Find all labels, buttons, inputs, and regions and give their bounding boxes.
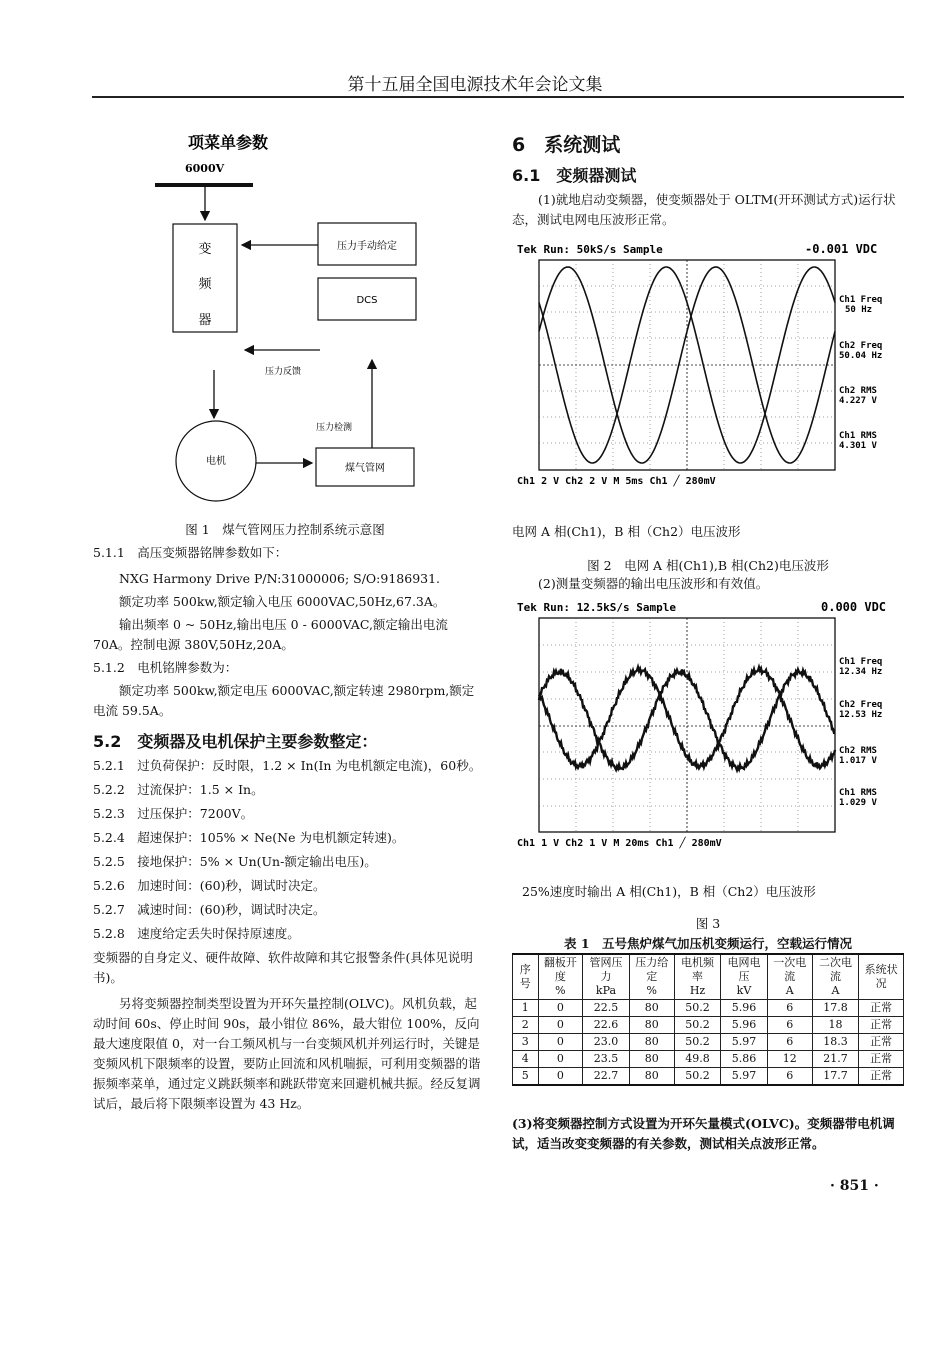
heading-6: 6 系统测试 [512,134,621,156]
table-cell: 3 [513,1034,539,1051]
osc2-footer: Ch1 1 V Ch2 1 V M 20ms Ch1 ╱ 280mV [517,838,722,849]
osc1-meas-3a: Ch2 RMS [839,386,877,396]
vfd-char-2: 频 [198,277,212,292]
table-cell: 22.5 [583,1000,629,1017]
table-header-cell: 系统状况 [859,954,904,1000]
section-5-2-6: 5.2.6 加速时间：(60)秒，调试时决定。 [93,878,326,893]
header-rule [92,96,904,98]
section-5-1-1: 5.1.1 高压变频器铭牌参数如下： [93,545,288,560]
paragraph-fault-conditions: 变频器的自身定义、硬件故障、软件故障和其它报警条件(具体见说明书)。 [93,950,473,985]
table-cell: 50.2 [674,1068,720,1086]
table-cell: 80 [629,1034,674,1051]
table-cell: 80 [629,1017,674,1034]
osc2-meas-4a: Ch1 RMS [839,788,877,798]
osc1-meas-2a: Ch2 Freq [839,341,883,351]
table-1-container [512,953,904,1086]
table-header-row [513,954,904,1000]
dcs-label: DCS [356,295,378,306]
voltage-label: 6000V [185,162,225,175]
table-cell: 1 [513,1000,539,1017]
table-cell: 5.96 [721,1000,767,1017]
table-cell: 18.3 [812,1034,858,1051]
page-number: · 851 · [830,1178,879,1194]
osc2-meas-3a: Ch2 RMS [839,746,877,756]
figure-1-diagram [130,128,430,513]
osc1-meas-1b: 50 Hz [845,305,873,315]
osc1-meas-4a: Ch1 RMS [839,431,877,441]
table-header-cell: 一次电流 A [767,954,812,1000]
paragraph-drive-rating: 额定功率 500kw,额定输入电压 6000VAC,50Hz,67.3A。 [119,594,446,609]
oscilloscope-1 [515,238,905,492]
table-cell: 50.2 [674,1000,720,1017]
oscilloscope-1-screen [515,238,905,488]
manual-pressure-label: 压力手动给定 [337,241,397,252]
paragraph-test-2: (2)测量变频器的输出电压波形和有效值。 [538,576,769,591]
table-cell: 22.7 [583,1068,629,1086]
osc1-meas-4b: 4.301 V [839,441,877,451]
table-row [513,1034,904,1051]
table-cell: 50.2 [674,1017,720,1034]
paragraph-test-3: (3)将变频器控制方式设置为开环矢量模式(OLVC)。变频器带电机调试，适当改变变频器的有关参数，测试相关点波形正常。 [512,1116,895,1151]
table-cell: 80 [629,1000,674,1017]
table-cell: 5.97 [721,1034,767,1051]
heading-5-2: 5.2 变频器及电机保护主要参数整定： [93,732,378,751]
motor-label: 电机 [206,456,226,467]
section-5-2-2: 5.2.2 过流保护：1.5 × In。 [93,782,264,797]
table-1-title: 表 1 五号焦炉煤气加压机变频运行，空载运行情况 [563,936,853,951]
section-5-2-7: 5.2.7 减速时间：(60)秒，调试时决定。 [93,902,326,917]
table-row [513,1017,904,1034]
osc1-caption: 电网 A 相(Ch1)，B 相（Ch2）电压波形 [512,524,741,539]
table-row [513,1068,904,1086]
table-cell: 2 [513,1017,539,1034]
osc2-header: Tek Run: 12.5kS/s Sample [517,601,676,614]
table-cell: 5 [513,1068,539,1086]
table-header-cell: 压力给定 % [629,954,674,1000]
table-cell: 6 [767,1068,812,1086]
table-cell: 5.97 [721,1068,767,1086]
paragraph-olvc-settings: 另将变频器控制类型设置为开环矢量控制(OLVC)。风机负载，起动时间 60s、停止时间 90s，最小钳位 86%，最大钳位 100%，反向最大速度限值 0，对一台工频风机与一台变频风机并列运行时，关键是变频风机下限频率的设置，要防止回流和风机喘振，可利用变频器的谐振频率菜单，通过定义跳跃频率和跳跃带宽来回避机械共振。经反复调试后，最后将下限频率设置为 43 Hz。 [93,996,481,1111]
table-row [513,1000,904,1017]
table-cell: 6 [767,1034,812,1051]
feedback-label: 压力反馈 [265,367,302,377]
oscilloscope-2 [515,596,905,856]
section-5-2-4: 5.2.4 超速保护：105% × Ne(Ne 为电机额定转速)。 [93,830,405,845]
osc2-dc-readout: 0.000 VDC [821,600,887,614]
paragraph-motor-rating: 额定功率 500kw,额定电压 6000VAC,额定转速 2980rpm,额定电流 59.5A。 [93,683,475,718]
vfd-char-3: 器 [198,313,212,328]
section-5-2-8: 5.2.8 速度给定丢失时保持原速度。 [93,926,300,941]
osc1-header: Tek Run: 50kS/s Sample [517,243,663,256]
paragraph-drive-pn: NXG Harmony Drive P/N:31000006; S/O:9186931. [119,571,441,586]
table-cell: 18 [812,1017,858,1034]
osc2-meas-1a: Ch1 Freq [839,657,883,667]
table-cell: 正常 [859,1000,904,1017]
table-header-cell: 序号 [513,954,539,1000]
table-header-cell: 电机频率 Hz [674,954,720,1000]
table-cell: 0 [538,1068,583,1086]
table-header-cell: 管网压力 kPa [583,954,629,1000]
left-column [93,543,486,1114]
table-cell: 23.5 [583,1051,629,1068]
running-header: 第十五届全国电源技术年会论文集 [347,75,603,95]
osc1-dc-readout: -0.001 VDC [805,242,878,256]
section-5-2-3: 5.2.3 过压保护：7200V。 [93,806,254,821]
table-cell: 22.6 [583,1017,629,1034]
table-cell: 17.8 [812,1000,858,1017]
figure-2-caption: 图 2 电网 A 相(Ch1),B 相(Ch2)电压波形 [587,558,829,573]
osc2-caption: 25%速度时输出 A 相(Ch1)，B 相（Ch2）电压波形 [522,884,816,899]
table-header-cell: 电网电压 kV [721,954,767,1000]
table-cell: 0 [538,1017,583,1034]
osc1-meas-1a: Ch1 Freq [839,295,883,305]
table-1 [512,953,904,1086]
table-cell: 正常 [859,1068,904,1086]
table-cell: 80 [629,1051,674,1068]
table-cell: 0 [538,1034,583,1051]
table-cell: 0 [538,1051,583,1068]
figure-3-caption: 图 3 [695,916,721,931]
osc2-meas-1b: 12.34 Hz [839,667,883,677]
osc2-meas-2b: 12.53 Hz [839,710,883,720]
section-5-1-2: 5.1.2 电机铭牌参数为： [93,660,238,675]
heading-6-1: 6.1 变频器测试 [512,166,637,185]
section-5-2-1: 5.2.1 过负荷保护：反时限，1.2 × In(In 为电机额定电流)，60秒。 [93,758,482,773]
right-column-top [512,130,904,230]
osc2-meas-4b: 1.029 V [839,798,877,808]
figure-1-caption: 图 1 煤气管网压力控制系统示意图 [185,522,385,537]
table-cell: 49.8 [674,1051,720,1068]
table-cell: 80 [629,1068,674,1086]
paragraph-drive-output: 输出频率 0 ~ 50Hz,输出电压 0 - 6000VAC,额定输出电流 70A。控制电源 380V,50Hz,20A。 [93,617,448,652]
table-cell: 0 [538,1000,583,1017]
table-cell: 17.7 [812,1068,858,1086]
detect-label: 压力检测 [316,423,353,433]
osc2-meas-2a: Ch2 Freq [839,700,883,710]
table-cell: 4 [513,1051,539,1068]
table-cell: 50.2 [674,1034,720,1051]
table-cell: 正常 [859,1017,904,1034]
vfd-char-1: 变 [198,242,212,257]
table-header-cell: 翻板开度 % [538,954,583,1000]
table-cell: 6 [767,1000,812,1017]
gas-network-label: 煤气管网 [345,463,385,474]
table-row [513,1051,904,1068]
table-cell: 6 [767,1017,812,1034]
osc2-meas-3b: 1.017 V [839,756,877,766]
table-cell: 正常 [859,1034,904,1051]
osc1-meas-3b: 4.227 V [839,396,877,406]
oscilloscope-2-screen [515,596,905,852]
table-header-cell: 二次电流 A [812,954,858,1000]
osc1-meas-2b: 50.04 Hz [839,351,883,361]
section-5-2-5: 5.2.5 接地保护：5% × Un(Un-额定输出电压)。 [93,854,377,869]
table-cell: 12 [767,1051,812,1068]
table-cell: 正常 [859,1051,904,1068]
paragraph-test-1: (1)就地启动变频器，使变频器处于 OLTM(开环测试方式)运行状态，测试电网电压波形正常。 [512,192,896,227]
table-cell: 21.7 [812,1051,858,1068]
table-cell: 5.86 [721,1051,767,1068]
table-cell: 23.0 [583,1034,629,1051]
table-cell: 5.96 [721,1017,767,1034]
diagram-title: 项菜单参数 [188,133,269,152]
osc1-footer: Ch1 2 V Ch2 2 V M 5ms Ch1 ╱ 280mV [517,476,716,487]
